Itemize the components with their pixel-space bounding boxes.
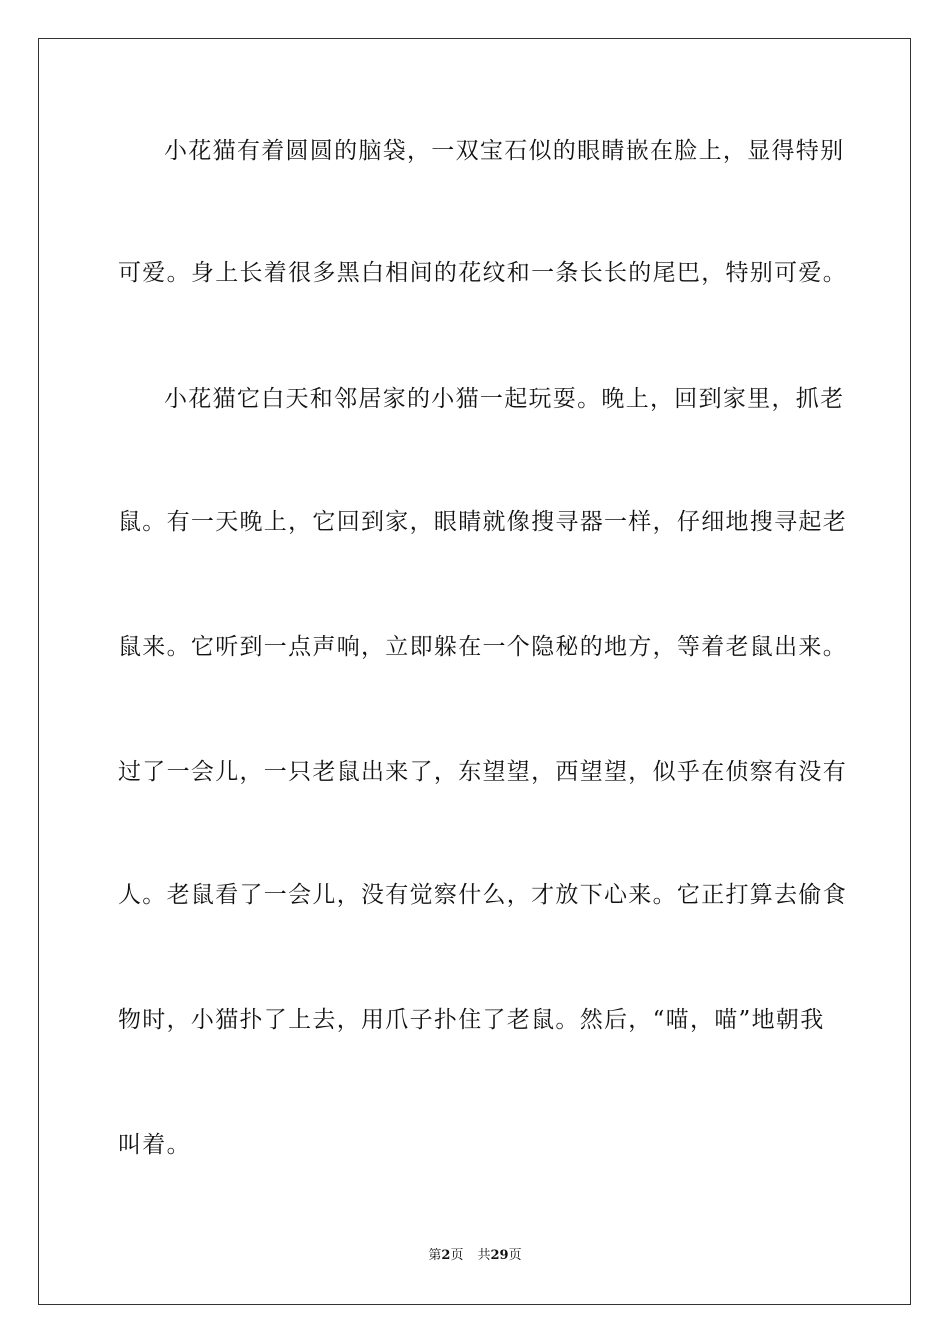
paragraph-line: 鼠来。它听到一点声响，立即躲在一个隐秘的地方，等着老鼠出来。: [118, 634, 847, 660]
paragraph-line: 小花猫它白天和邻居家的小猫一起玩耍。晚上，回到家里，抓老: [164, 386, 845, 412]
paragraph-line: 人。老鼠看了一会儿，没有觉察什么，才放下心来。它正打算去偷食: [118, 882, 847, 908]
page-number-label: 第2页: [428, 1248, 464, 1263]
paragraph-line: 可爱。身上长着很多黑白相间的花纹和一条长长的尾巴，特别可爱。: [118, 260, 847, 286]
paragraph-line: 鼠。有一天晚上，它回到家，眼睛就像搜寻器一样，仔细地搜寻起老: [118, 509, 847, 535]
total-pages-label: 共29页: [477, 1248, 522, 1263]
page-footer: [0, 1248, 950, 1264]
paragraph-line: 叫着。: [118, 1132, 191, 1158]
paragraph-line: 物时，小猫扑了上去，用爪子扑住了老鼠。然后，“喵，喵”地朝我: [118, 1007, 825, 1033]
paragraph-line: 过了一会儿，一只老鼠出来了，东望望，西望望，似乎在侦察有没有: [118, 759, 847, 785]
page-border: [38, 38, 911, 1305]
paragraph-line: 小花猫有着圆圆的脑袋，一双宝石似的眼睛嵌在脸上，显得特别: [164, 138, 845, 164]
